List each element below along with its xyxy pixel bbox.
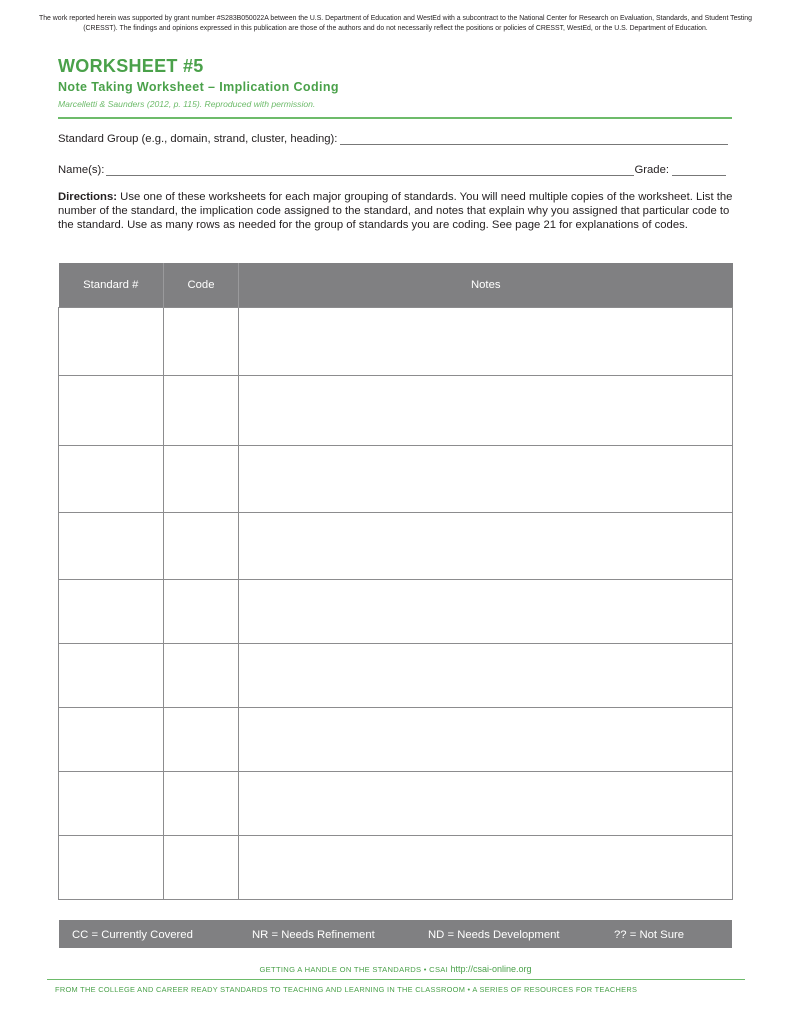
code-cell[interactable] [164, 708, 239, 772]
notes-cell[interactable] [239, 644, 733, 708]
table-row [59, 580, 733, 644]
table-row [59, 836, 733, 900]
names-grade-row [58, 163, 726, 176]
table-row [59, 644, 733, 708]
directions [58, 190, 734, 233]
header-divider [58, 117, 732, 119]
table-row [59, 772, 733, 836]
header-code: Code [164, 263, 239, 308]
table-header-row [59, 263, 733, 308]
funding-disclaimer: The work reported herein was supported by grant number #S283B050022A between the U.S. Department of Education and WestEd with a subcontract to the National Center for Research on Evaluation, Standards, and Student Testing (CRESST). The findings and opinions expressed in this publication are those of the authors and do not necessarily reflect the positions or policies of CRESST, WestEd, or the U.S. Department of Education. [39, 15, 752, 32]
table-row [59, 708, 733, 772]
code-cell[interactable] [164, 644, 239, 708]
code-cell[interactable] [164, 513, 239, 580]
code-cell[interactable] [164, 446, 239, 513]
notes-cell[interactable] [239, 580, 733, 644]
standard-number-cell[interactable] [59, 446, 164, 513]
coding-table [58, 263, 733, 900]
standard-number-cell[interactable] [59, 308, 164, 376]
footer-url-link[interactable]: http://csai-online.org [450, 964, 532, 974]
notes-cell[interactable] [239, 708, 733, 772]
standard-number-cell[interactable] [59, 580, 164, 644]
table-body [59, 308, 733, 900]
table-row [59, 376, 733, 446]
table-row [59, 308, 733, 376]
notes-cell[interactable] [239, 836, 733, 900]
legend-item-nd: ND = Needs Development [428, 929, 560, 941]
grade-label: Grade: [634, 164, 669, 176]
notes-cell[interactable] [239, 376, 733, 446]
footer-series [0, 964, 791, 974]
standard-group-field [58, 132, 728, 145]
worksheet-title: WORKSHEET #5 [58, 56, 204, 76]
notes-cell[interactable] [239, 772, 733, 836]
notes-cell[interactable] [239, 513, 733, 580]
code-cell[interactable] [164, 580, 239, 644]
standard-group-input-line[interactable] [340, 132, 728, 145]
notes-cell[interactable] [239, 446, 733, 513]
names-label: Name(s): [58, 164, 105, 176]
footer-series-text: GETTING A HANDLE ON THE STANDARDS • CSAI [259, 965, 449, 974]
header-notes: Notes [239, 263, 733, 308]
standard-number-cell[interactable] [59, 513, 164, 580]
legend-item-not-sure: ?? = Not Sure [614, 929, 685, 941]
grade-input-line[interactable] [672, 163, 726, 176]
table-row [59, 513, 733, 580]
footer-divider [47, 979, 745, 980]
footer-bottom-line: FROM THE COLLEGE AND CAREER READY STANDARDS TO TEACHING AND LEARNING IN THE CLASSROOM • A SERIES OF RESOURCES FOR TEACHERS [55, 985, 638, 994]
standard-number-cell[interactable] [59, 644, 164, 708]
code-cell[interactable] [164, 772, 239, 836]
code-cell[interactable] [164, 308, 239, 376]
standard-group-label: Standard Group (e.g., domain, strand, cluster, heading): [58, 133, 338, 145]
notes-cell[interactable] [239, 308, 733, 376]
code-cell[interactable] [164, 376, 239, 446]
directions-label: Directions: [58, 191, 118, 203]
names-input-line[interactable] [106, 163, 634, 176]
code-cell[interactable] [164, 836, 239, 900]
directions-text: Use one of these worksheets for each major grouping of standards. You will need multiple copies of the worksheet. List the number of the standard, the implication code assigned to the standard, and notes that explain why you assigned that particular code to the standard. Use as many rows as needed for the group of standards you are coding. See page 21 for explanations of codes. [58, 191, 733, 232]
standard-number-cell[interactable] [59, 772, 164, 836]
table-row [59, 446, 733, 513]
standard-number-cell[interactable] [59, 836, 164, 900]
standard-number-cell[interactable] [59, 376, 164, 446]
worksheet-subtitle: Note Taking Worksheet – Implication Coding [58, 80, 339, 94]
legend-item-nr: NR = Needs Refinement [252, 929, 375, 941]
standard-number-cell[interactable] [59, 708, 164, 772]
code-legend [59, 920, 732, 948]
header-standard-number: Standard # [59, 263, 164, 308]
worksheet-credit: Marcelletti & Saunders (2012, p. 115). Reproduced with permission. [58, 99, 316, 109]
legend-item-cc: CC = Currently Covered [72, 929, 193, 941]
